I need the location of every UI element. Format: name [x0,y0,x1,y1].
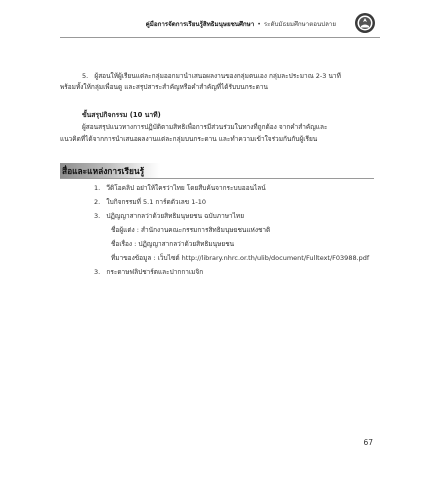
resource-item [94,211,244,222]
page-header [60,12,380,36]
header-title [146,19,336,29]
resource-number: 3. [94,212,101,220]
resource-number: 3. [94,268,101,276]
resource-text: ปฏิญญาสากลว่าด้วยสิทธิมนุษยชน ฉบับภาษาไทย [106,212,245,220]
step5-number: 5. [82,72,89,80]
header-subtitle: ระดับมัธยมศึกษาตอนปลาย [263,21,336,28]
seal-logo-icon [354,12,376,34]
resource-source [111,253,369,264]
step5-line1 [82,71,341,82]
resource-source-link[interactable]: http://library.nhrc.or.th/ulib/document/Fulltext/F03988.pdf [181,254,370,262]
resource-author: ชื่อผู้แต่ง : สำนักงานคณะกรรมการสิทธิมนุษยชนแห่งชาติ [111,226,271,234]
page-number: 67 [363,438,373,447]
resource-item [94,197,206,208]
section-title: สื่อและแหล่งการเรียนรู้ [62,166,145,176]
resource-number: 2. [94,198,101,206]
summary-heading: ขั้นสรุปกิจกรรม (10 นาที) [82,111,161,119]
header-separator: • [257,21,261,28]
section-divider [60,178,374,179]
resource-text: วีดิโอคลิป อย่าให้ใครว่าไทย โดยสืบค้นจากระบบออนไลน์ [106,184,266,192]
summary-line1: ผู้สอนสรุปแนวทางการปฏิบัติตามสิทธิเพื่อการมีส่วนร่วมในทางที่ถูกต้อง จากคำสำคัญและ [82,123,328,131]
resource-title: ชื่อเรื่อง : ปฏิญญาสากลว่าด้วยสิทธิมนุษยชน [111,240,235,248]
resource-text: ใบกิจกรรมที่ 5.1 การ์ดตัวเลข 1-10 [106,198,207,206]
resource-source-label: ที่มาของข้อมูล : เว็บไซต์ [111,254,180,262]
resource-item [94,183,266,194]
summary-line2: แนวคิดที่ได้จากการนำเสนอผลงานแต่ละกลุ่มบนกระดาน และทำความเข้าใจร่วมกันกับผู้เรียน [60,135,318,143]
header-title-bold: คู่มือการจัดการเรียนรู้สิทธิมนุษยชนศึกษา [145,21,255,28]
step5-text: ผู้สอนให้ผู้เรียนแต่ละกลุ่มออกมานำเสนอผลงานของกลุ่มตนเอง กลุ่มละประมาณ 2-3 นาที [94,72,341,80]
step5-line2: พร้อมทั้งให้กลุ่มเพื่อนดู และสรุปสาระสำคัญหรือคำสำคัญที่ได้รับบนกระดาน [60,83,268,91]
header-divider [60,37,380,38]
resource-number: 1. [94,184,101,192]
resource-text: กระดาษฟลิปชาร์ตและปากกาเมจิก [106,268,204,276]
resource-item [94,267,203,278]
